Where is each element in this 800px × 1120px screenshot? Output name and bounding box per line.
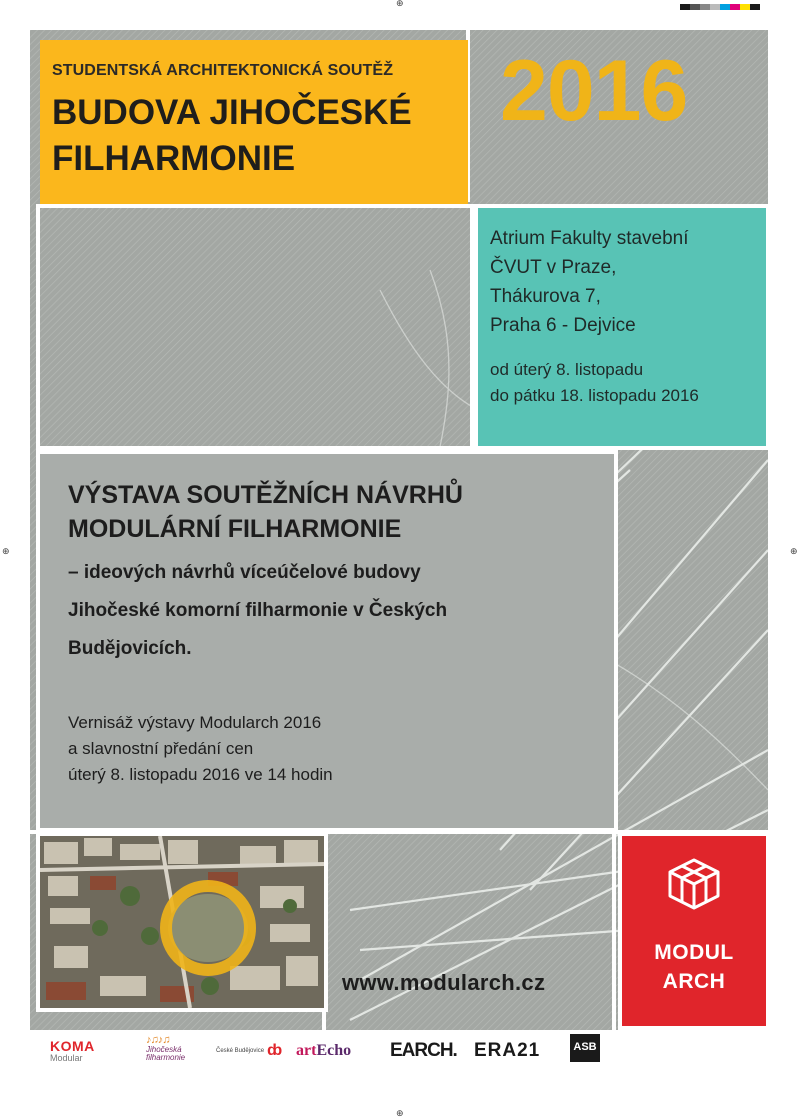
vernissage-info bbox=[68, 710, 333, 788]
brand-line: ARCH bbox=[662, 970, 726, 993]
description-line: Jihočeské komorní filharmonie v Českých bbox=[68, 600, 448, 621]
venue-line: Atrium Fakulty stavební bbox=[490, 228, 689, 249]
main-title bbox=[52, 90, 412, 182]
era21-logo[interactable]: ERA21 bbox=[474, 1040, 541, 1061]
vernissage-line: úterý 8. listopadu 2016 ve 14 hodin bbox=[68, 765, 333, 784]
description-line: – ideových návrhů víceúčelové budovy bbox=[68, 562, 421, 583]
sponsor-logos bbox=[30, 1030, 768, 1080]
competition-subtitle: STUDENTSKÁ ARCHITEKTONICKÁ SOUTĚŽ bbox=[52, 62, 394, 79]
ceske-budejovice-logo[interactable] bbox=[216, 1042, 282, 1060]
exhibition-description bbox=[68, 554, 588, 668]
heading-line: VÝSTAVA SOUTĚŽNÍCH NÁVRHŮ bbox=[68, 481, 463, 509]
color-calibration-strip bbox=[680, 4, 760, 10]
brand-line: MODUL bbox=[654, 941, 734, 964]
date-line: do pátku 18. listopadu 2016 bbox=[490, 386, 699, 405]
header-panel bbox=[40, 40, 468, 204]
earch-logo[interactable]: EARCH. bbox=[390, 1040, 457, 1061]
artecho-part1: art bbox=[296, 1042, 317, 1059]
registration-mark-top-icon: ⊕ bbox=[396, 0, 404, 9]
venue-line: ČVUT v Praze, bbox=[490, 257, 617, 278]
artecho-logo[interactable] bbox=[296, 1042, 351, 1060]
year-label: 2016 bbox=[500, 43, 688, 139]
koma-modular-logo[interactable] bbox=[50, 1038, 95, 1063]
asb-logo[interactable]: ASB bbox=[570, 1034, 600, 1062]
cube-logo-icon bbox=[666, 856, 722, 912]
vernissage-line: Vernisáž výstavy Modularch 2016 bbox=[68, 713, 322, 732]
venue-line: Praha 6 - Dejvice bbox=[490, 315, 636, 336]
heading-line: MODULÁRNÍ FILHARMONIE bbox=[68, 515, 402, 543]
photo-panel bbox=[40, 208, 470, 446]
jf-line1: Jihočeská bbox=[146, 1045, 182, 1054]
exhibition-heading bbox=[68, 478, 463, 546]
cb-text: České Budějovice bbox=[216, 1048, 265, 1054]
registration-mark-left-icon: ⊕ bbox=[2, 547, 10, 557]
modularch-logo-panel bbox=[622, 836, 766, 1026]
artecho-part2: Echo bbox=[316, 1042, 352, 1059]
venue-line: Thákurova 7, bbox=[490, 286, 601, 307]
website-link[interactable]: www.modularch.cz bbox=[342, 970, 546, 995]
description-line: Budějovicích. bbox=[68, 638, 192, 659]
aerial-photo bbox=[40, 836, 324, 1008]
koma-text: KOMA bbox=[50, 1038, 95, 1054]
aerial-city-illustration bbox=[40, 836, 324, 1008]
exhibition-dates bbox=[490, 357, 699, 409]
main-title-line2: FILHARMONIE bbox=[52, 139, 296, 178]
jf-line2: filharmonie bbox=[146, 1053, 186, 1062]
city-emblem-icon: ȸ bbox=[267, 1042, 283, 1059]
date-line: od úterý 8. listopadu bbox=[490, 360, 644, 379]
venue-panel bbox=[478, 208, 766, 446]
main-title-line1: BUDOVA JIHOČESKÉ bbox=[52, 93, 412, 132]
koma-subtext: Modular bbox=[50, 1053, 83, 1063]
registration-mark-right-icon: ⊕ bbox=[790, 547, 798, 557]
poster bbox=[30, 30, 768, 1030]
registration-mark-bottom-icon: ⊕ bbox=[396, 1109, 404, 1119]
jihoceska-filharmonie-logo[interactable] bbox=[146, 1034, 196, 1062]
vernissage-line: a slavnostní předání cen bbox=[68, 739, 254, 758]
modularch-wordmark bbox=[622, 938, 766, 996]
venue-address bbox=[490, 224, 689, 340]
musicians-icon: ♪♫♪♫ bbox=[146, 1034, 170, 1046]
exhibition-panel bbox=[40, 454, 614, 828]
